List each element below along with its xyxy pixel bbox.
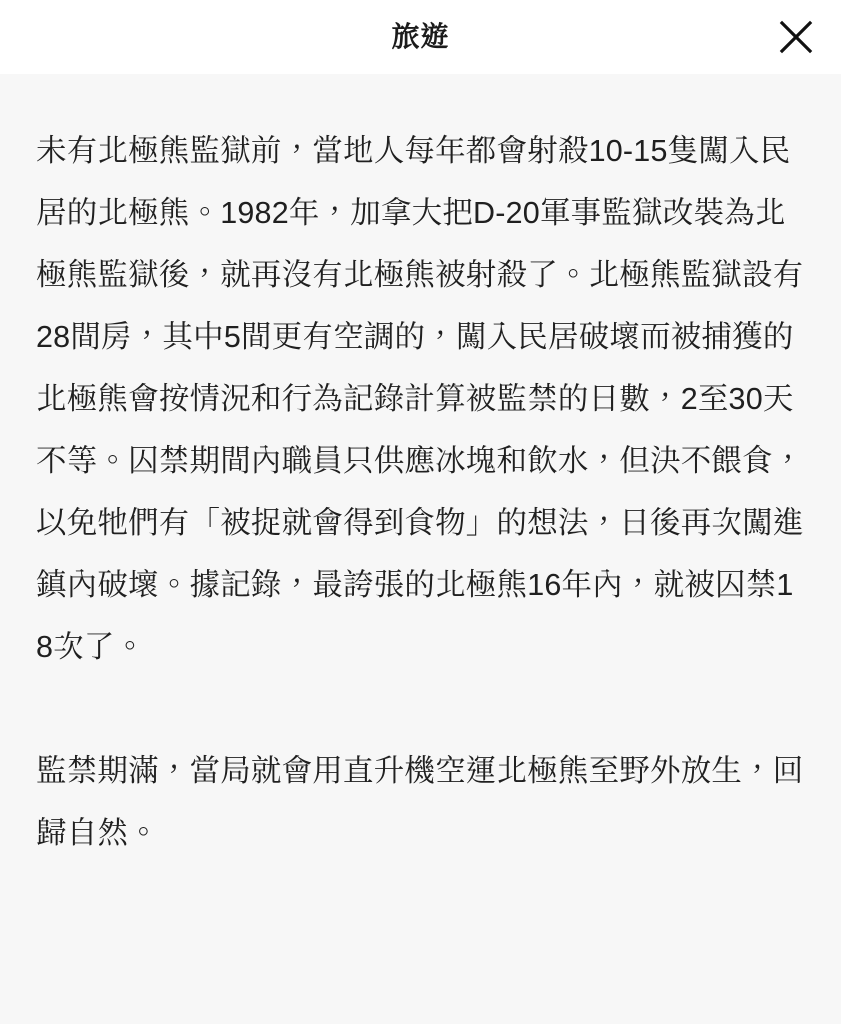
modal-header xyxy=(0,0,841,74)
article-paragraph: 未有北極熊監獄前，當地人每年都會射殺10-15隻闖入民居的北極熊。1982年，加拿大把D-20軍事監獄改裝為北極熊監獄後，就再沒有北極熊被射殺了。北極熊監獄設有28間房，其中5間更有空調的，闖入民居破壞而被捕獲的北極熊會按情況和行為記錄計算被監禁的日數，2至30天不等。囚禁期間內職員只供應冰塊和飲水，但決不餵食，以免牠們有「被捉就會得到食物」的想法，日後再次闖進鎮內破壞。據記錄，最誇張的北極熊16年內，就被囚禁18次了。 xyxy=(36,134,804,664)
article-body xyxy=(0,74,841,864)
page-title: 旅遊 xyxy=(391,21,450,52)
article-scroll-area[interactable] xyxy=(0,74,841,1024)
article-paragraph: 監禁期滿，當局就會用直升機空運北極熊至野外放生，回歸自然。 xyxy=(36,754,804,850)
close-button[interactable] xyxy=(769,10,823,64)
close-icon xyxy=(776,17,816,57)
